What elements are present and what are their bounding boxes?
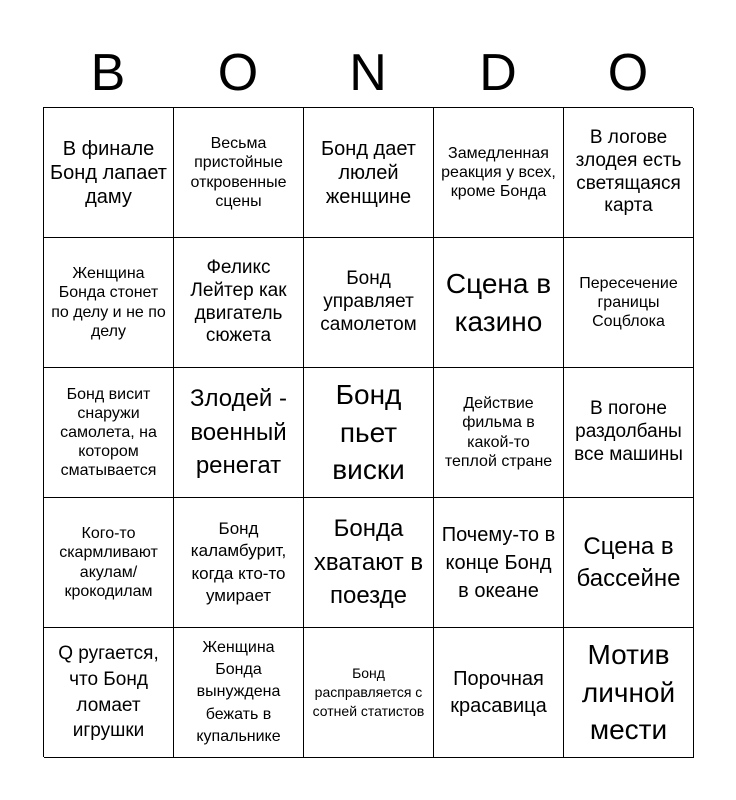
bingo-cell[interactable] — [304, 108, 434, 238]
bingo-cell[interactable] — [304, 498, 434, 628]
bingo-cell[interactable] — [44, 238, 174, 368]
cell-text: Женщина Бонда стонет по делу и не по делу — [51, 265, 166, 340]
cell-text: Мотив личной мести — [581, 638, 676, 746]
cell-text: Замедленная реакция у всех, кроме Бонда — [441, 144, 556, 201]
bingo-cell[interactable] — [434, 368, 564, 498]
bingo-cell[interactable] — [564, 498, 694, 628]
cell-text: Бонд расправляется с сотней статистов — [312, 665, 425, 719]
bingo-cell[interactable] — [174, 108, 304, 238]
cell-text: Бонд висит снаружи самолета, на котором сматывается — [60, 385, 157, 480]
bingo-cell[interactable] — [174, 628, 304, 758]
cell-text: Бонд дает люлей женщине — [321, 137, 416, 208]
header-letter-5: O — [607, 44, 649, 102]
cell-text: Феликс Лейтер как двигатель сюжета — [190, 256, 287, 347]
cell-text: Почему-то в конце Бонд в океане — [441, 523, 556, 602]
bingo-cell[interactable] — [434, 238, 564, 368]
header-letter-3: N — [349, 44, 387, 102]
bingo-board — [43, 107, 693, 757]
cell-text: Сцена в бассейне — [576, 533, 681, 592]
header-letter-4: D — [479, 44, 517, 102]
bingo-cell[interactable] — [304, 238, 434, 368]
bingo-header — [43, 38, 693, 108]
bingo-cell[interactable] — [44, 498, 174, 628]
cell-text: Кого-то скармливают акулам/ крокодилам — [59, 525, 158, 600]
header-letter-1: B — [90, 44, 126, 102]
bingo-cell[interactable] — [434, 628, 564, 758]
cell-text: Бонда хватают в поезде — [313, 515, 424, 610]
bingo-cell[interactable] — [44, 108, 174, 238]
cell-text: Бонд управляет самолетом — [320, 268, 417, 335]
cell-text: Весьма пристойные откровенные сцены — [190, 135, 287, 210]
bingo-cell[interactable] — [44, 628, 174, 758]
bingo-cell[interactable] — [304, 368, 434, 498]
bingo-cell[interactable] — [174, 498, 304, 628]
cell-text: Порочная красавица — [450, 667, 547, 717]
bingo-cell[interactable] — [564, 368, 694, 498]
bingo-cell[interactable] — [44, 368, 174, 498]
cell-text: Злодей - военный ренегат — [189, 385, 287, 480]
bingo-cell[interactable] — [174, 238, 304, 368]
cell-text: Q ругается, что Бонд ломает игрушки — [58, 643, 159, 742]
cell-text: Бонд каламбурит, когда кто-то умирает — [190, 519, 287, 605]
cell-text: Пересечение границы Соцблока — [579, 274, 678, 331]
bingo-cell[interactable] — [434, 108, 564, 238]
cell-text: Сцена в казино — [445, 267, 552, 337]
cell-text: В финале Бонд лапает даму — [50, 137, 167, 208]
bingo-cell[interactable] — [434, 498, 564, 628]
cell-text: В логове злодея есть светящаяся карта — [575, 126, 682, 217]
bingo-cell[interactable] — [564, 108, 694, 238]
cell-text: Женщина Бонда вынуждена бежать в купальнике — [196, 638, 281, 746]
header-letter-2: O — [217, 44, 259, 102]
bingo-cell[interactable] — [564, 238, 694, 368]
bingo-cell[interactable] — [304, 628, 434, 758]
cell-text: В погоне раздолбаны все машины — [574, 398, 683, 465]
cell-text: Бонд пьет виски — [332, 378, 405, 486]
bingo-cell[interactable] — [564, 628, 694, 758]
bingo-cell[interactable] — [174, 368, 304, 498]
cell-text: Действие фильма в какой-то теплой стране — [444, 395, 553, 470]
